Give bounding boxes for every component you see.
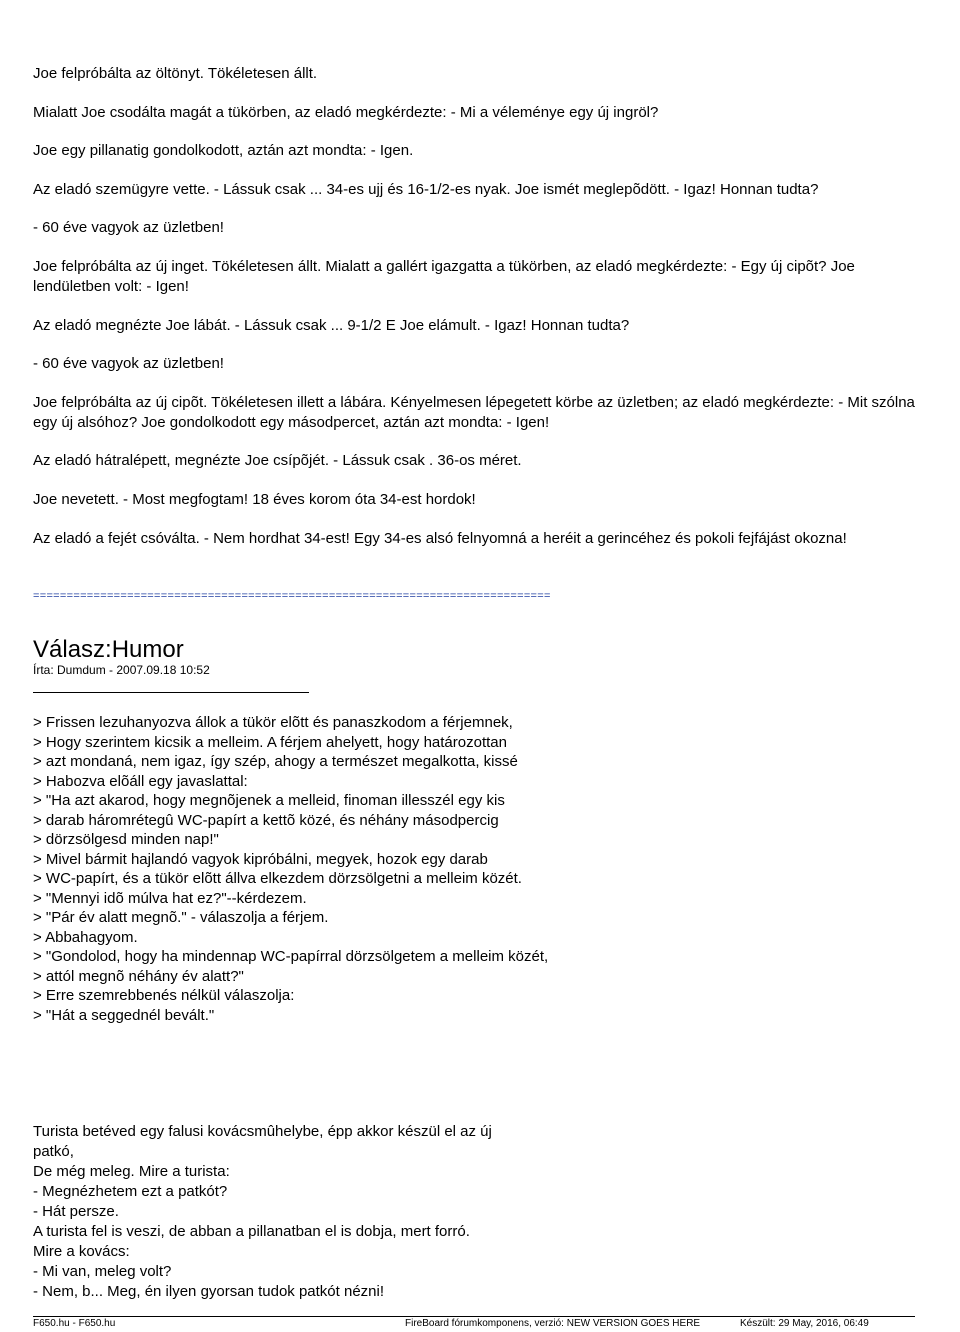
story-line: - Hát persze. bbox=[33, 1203, 119, 1220]
paragraph: Az eladó megnézte Joe lábát. - Lássuk csak ... 9-1/2 E Joe elámult. - Igaz! Honnan tudta? bbox=[33, 316, 630, 334]
story-line: A turista fel is veszi, de abban a pillanatban el is dobja, mert forró. bbox=[33, 1223, 470, 1240]
horizontal-rule bbox=[33, 692, 309, 693]
quote-line: > "Pár év alatt megnõ." - válaszolja a férjem. bbox=[33, 909, 329, 926]
quote-line: > dörzsölgesd minden nap!" bbox=[33, 831, 219, 848]
paragraph: Az eladó hátralépett, megnézte Joe csípõjét. - Lássuk csak . 36-os méret. bbox=[33, 452, 522, 470]
footer-site: F650.hu - F650.hu bbox=[33, 1318, 116, 1329]
paragraph: Joe nevetett. - Most megfogtam! 18 éves korom óta 34-est hordok! bbox=[33, 490, 476, 508]
story-horseshoe bbox=[33, 1122, 492, 1302]
paragraph: Joe felpróbálta az új inget. Tökéletesen állt. Mialatt a gallért igazgatta a tükörben, az eladó megkérdezte: - Egy új cipõt? Joe lendületben volt: - Igen! bbox=[33, 257, 855, 295]
story-line: Turista betéved egy falusi kovácsmûhelybe, épp akkor készül el az új bbox=[33, 1123, 492, 1140]
footer-generated: Készült: 29 May, 2016, 06:49 bbox=[740, 1318, 869, 1329]
quote-line: > Mivel bármit hajlandó vagyok kipróbálni, megyek, hozok egy darab bbox=[33, 850, 488, 868]
story-line: - Megnézhetem ezt a patkót? bbox=[33, 1183, 228, 1200]
quote-line: > "Mennyi idõ múlva hat ez?"--kérdezem. bbox=[33, 889, 307, 907]
story-line: patkó, bbox=[33, 1143, 74, 1160]
quote-line: > Frissen lezuhanyozva állok a tükör elõtt és panaszkodom a férjemnek, bbox=[33, 714, 513, 731]
quote-line: > "Hát a seggednél bevált." bbox=[33, 1006, 215, 1024]
quote-line: > "Gondolod, hogy ha mindennap WC-papírral dörzsölgetem a melleim közét, bbox=[33, 948, 549, 965]
paragraph: Mialatt Joe csodálta magát a tükörben, az eladó megkérdezte: - Mi a véleménye egy új ingröl? bbox=[33, 103, 659, 121]
quote-line: > WC-papírt, és a tükör elõtt állva elkezdem dörzsölgetni a melleim közét. bbox=[33, 870, 522, 887]
quoted-story bbox=[33, 713, 548, 1025]
paragraph: Joe felpróbálta az új cipõt. Tökéletesen illett a lábára. Kényelmesen lépegetett körbe az üzletben; az eladó megkérdezte: - Mit szólna egy új alsóhoz? Joe gondolkodott egy másodpercet, aztán azt mondta: - Igen! bbox=[33, 393, 915, 431]
quote-line: > attól megnõ néhány év alatt?" bbox=[33, 967, 244, 985]
quote-line: > Abbahagyom. bbox=[33, 928, 138, 946]
quote-line: > "Ha azt akarod, hogy megnõjenek a melleid, finoman illesszél egy kis bbox=[33, 792, 505, 809]
footer-divider bbox=[33, 1316, 915, 1317]
paragraph: Joe felpróbálta az öltönyt. Tökéletesen állt. bbox=[33, 65, 318, 82]
story-line: Mire a kovács: bbox=[33, 1243, 130, 1260]
quote-line: > Erre szemrebbenés nélkül válaszolja: bbox=[33, 987, 295, 1004]
paragraph: Joe egy pillanatig gondolkodott, aztán azt mondta: - Igen. bbox=[33, 142, 414, 160]
quote-line: > azt mondaná, nem igaz, így szép, ahogy a természet megalkotta, kissé bbox=[33, 753, 518, 770]
story-line: - Nem, b... Meg, én ilyen gyorsan tudok patkót nézni! bbox=[33, 1283, 385, 1300]
paragraph: Az eladó szemügyre vette. - Lássuk csak ... 34-es ujj és 16-1/2-es nyak. Joe ismét meglepõdött. - Igaz! Honnan tudta? bbox=[33, 180, 819, 198]
separator-line: ============================================================================= bbox=[33, 590, 551, 602]
reply-title: Válasz:Humor bbox=[33, 636, 184, 663]
story-line: - Mi van, meleg volt? bbox=[33, 1263, 172, 1280]
story-joe-suit bbox=[33, 64, 933, 567]
quote-line: > darab háromrétegû WC-papírt a kettõ közé, és néhány másodpercig bbox=[33, 811, 499, 829]
story-line: De még meleg. Mire a turista: bbox=[33, 1163, 230, 1180]
quote-line: > Hogy szerintem kicsik a melleim. A férjem ahelyett, hogy határozottan bbox=[33, 733, 507, 751]
paragraph: - 60 éve vagyok az üzletben! bbox=[33, 355, 224, 373]
reply-meta: Írta: Dumdum - 2007.09.18 10:52 bbox=[33, 663, 210, 677]
quote-line: > Habozva elõáll egy javaslattal: bbox=[33, 772, 248, 790]
footer-component: FireBoard fórumkomponens, verzió: NEW VERSION GOES HERE bbox=[405, 1318, 701, 1329]
paragraph: Az eladó a fejét csóválta. - Nem hordhat 34-est! Egy 34-es alsó felnyomná a heréit a gerincéhez és pokoli fejfájást okozna! bbox=[33, 529, 847, 547]
paragraph: - 60 éve vagyok az üzletben! bbox=[33, 219, 224, 237]
